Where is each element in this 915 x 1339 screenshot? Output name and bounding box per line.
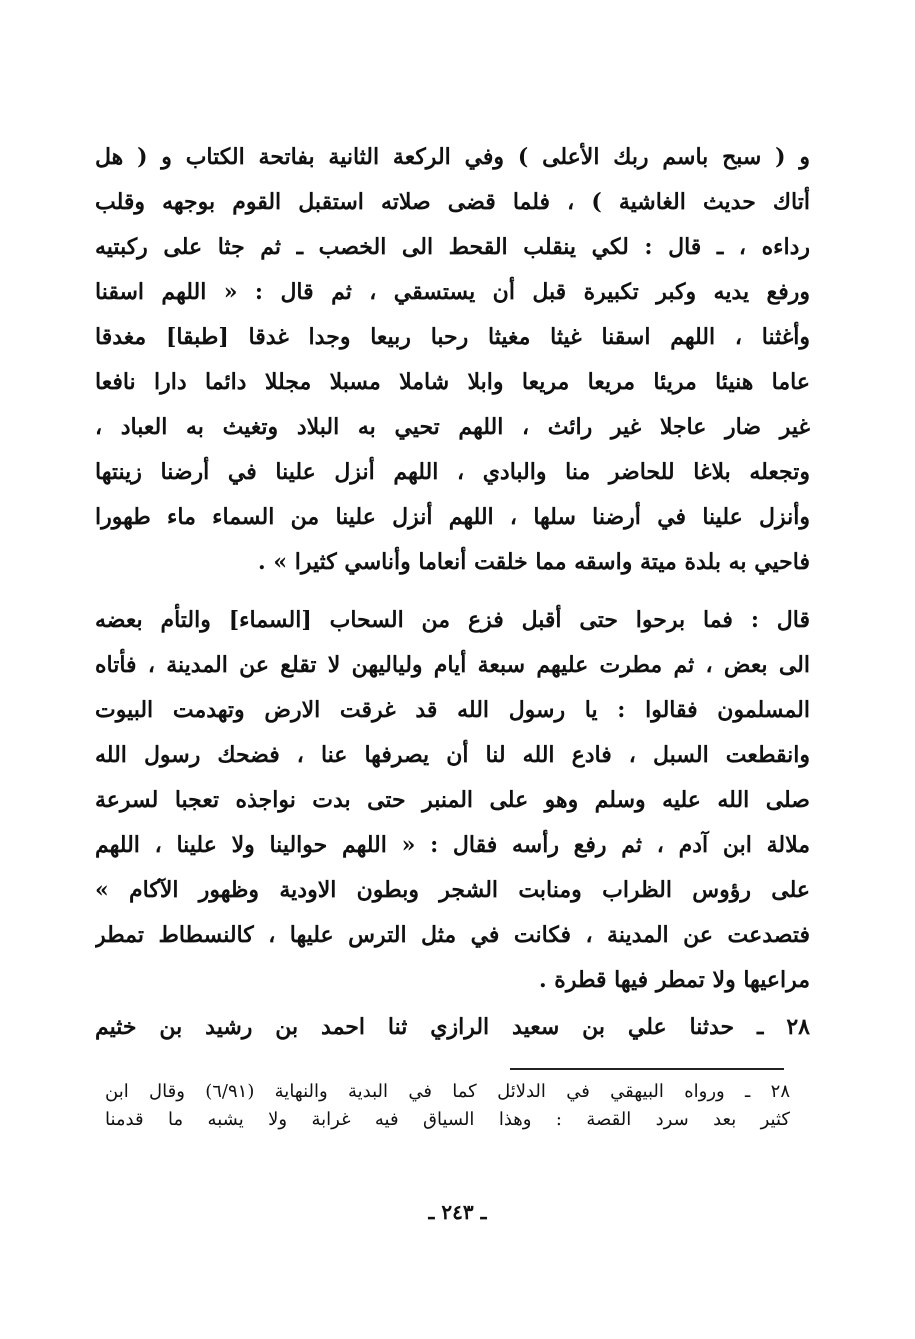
text-line: ملالة ابن آدم ، ثم رفع رأسه فقال : « اللهم حوالينا ولا علينا ، اللهم xyxy=(95,832,810,858)
text-line: المسلمون فقالوا : يا رسول الله قد غرقت الارض وتهدمت البيوت xyxy=(95,697,810,723)
text-line: عاما هنيئا مريئا مريعا مريعا وابلا شاملا مسبلا مجللا دائما دارا نافعا xyxy=(95,369,810,395)
footnote-line: كثير بعد سرد القصة : وهذا السياق فيه غرابة ولا يشبه ما قدمنا xyxy=(105,1109,790,1130)
text-line: ورفع يديه وكبر تكبيرة قبل أن يستسقي ، ثم قال : « اللهم اسقنا xyxy=(95,279,810,305)
text-line: أتاك حديث الغاشية ) ، فلما قضى صلاته استقبل القوم بوجهه وقلب xyxy=(95,189,810,215)
text-line: الى بعض ، ثم مطرت عليهم سبعة أيام ولياليهن لا تقلع عن المدينة ، فأتاه xyxy=(95,652,810,678)
paragraph-1 xyxy=(95,135,810,585)
text-line: قال : فما برحوا حتى أقبل فزع من السحاب [السماء] والتأم بعضه xyxy=(95,607,810,633)
page-number: ـ ٢٤٣ ـ xyxy=(428,1200,487,1224)
paragraph-3 xyxy=(95,1005,810,1050)
text-line: غير ضار عاجلا غير رائث ، اللهم تحيي به البلاد وتغيث به العباد ، xyxy=(95,414,810,440)
text-line: رداءه ، ـ قال : لكي ينقلب القحط الى الخصب ـ ثم جثا على ركبتيه xyxy=(95,234,810,260)
text-line: فاحيي به بلدة ميتة واسقه مما خلقت أنعاما وأناسي كثيرا » . xyxy=(258,549,810,575)
text-line: على رؤوس الظراب ومنابت الشجر وبطون الاودية وظهور الآكام » xyxy=(95,877,810,903)
text-line: مراعيها ولا تمطر فيها قطرة . xyxy=(538,967,810,993)
text-line: وأنزل علينا في أرضنا سلها ، اللهم أنزل علينا من السماء ماء طهورا xyxy=(95,504,810,530)
text-line: وتجعله بلاغا للحاضر منا والبادي ، اللهم أنزل علينا في أرضنا زينتها xyxy=(95,459,810,485)
footnote xyxy=(105,1078,790,1134)
footnote-line: ٢٨ ـ ورواه البيهقي في الدلائل كما في البدية والنهاية (٦/٩١) وقال ابن xyxy=(105,1081,790,1102)
paragraph-2 xyxy=(95,598,810,1003)
text-line: ٢٨ ـ حدثنا علي بن سعيد الرازي ثنا احمد بن رشيد بن خثيم xyxy=(95,1014,810,1040)
text-line: و ( سبح باسم ربك الأعلى ) وفي الركعة الثانية بفاتحة الكتاب و ( هل xyxy=(95,144,810,170)
text-line: وانقطعت السبل ، فادع الله لنا أن يصرفها عنا ، فضحك رسول الله xyxy=(95,742,810,768)
text-line: صلى الله عليه وسلم وهو على المنبر حتى بدت نواجذه تعجبا لسرعة xyxy=(95,787,810,813)
footnote-divider xyxy=(510,1068,784,1070)
text-line: وأغثنا ، اللهم اسقنا غيثا مغيثا رحبا ربيعا وجدا غدقا [طبقا] مغدقا xyxy=(95,324,810,350)
text-line: فتصدعت عن المدينة ، فكانت في مثل الترس عليها ، كالنسطاط تمطر xyxy=(95,922,810,948)
